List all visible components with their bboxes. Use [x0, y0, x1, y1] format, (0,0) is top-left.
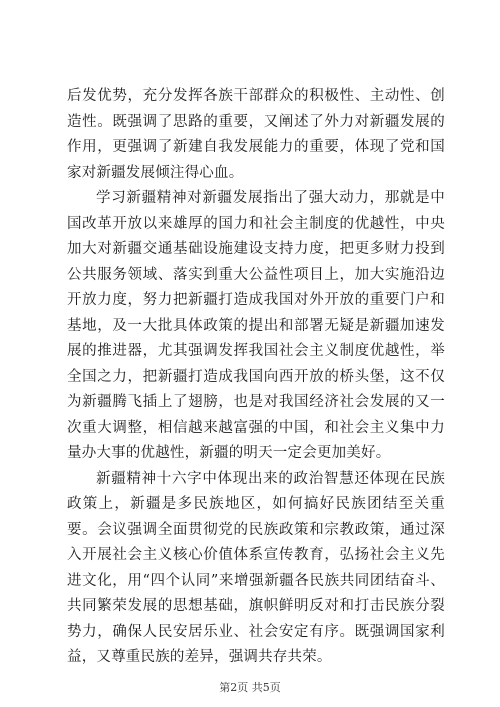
paragraph-2: 学习新疆精神对新疆发展指出了强大动力，那就是中国改革开放以来雄厚的国力和社会主制度的优越性，中央加大对新疆交通基础设施建设支持力度，把更多财力投到公共服务领域、落实到重大公益性项目上，加大实施沿边开放力度，努力把新疆打造成我国对外开放的重要门户和基地，及一大批具体政策的提出和部署无疑是新疆加速发展的推进器，尤其强调发挥我国社会主义制度优越性，举全国之力，把新疆打造成我国向西开放的桥头堡，这不仅为新疆腾飞插上了翅膀，也是对我国经济社会发展的又一次重大调整，相信越来越富强的中国，和社会主义集中力量办大事的优越性，新疆的明天一定会更加美好。: [67, 190, 445, 461]
paragraph-3: 新疆精神十六字中体现出来的政治智慧还体现在民族政策上，新疆是多民族地区，如何搞好民族团结至关重要。会议强调全面贯彻党的民族政策和宗教政策，通过深入开展社会主义核心价值体系宣传教育，弘扬社会主义先进文化，用“四个认同”来增强新疆各民族共同团结奋斗、共同繁荣发展的思想基础，旗帜鲜明反对和打击民族分裂势力，确保人民安居乐业、社会安定有序。既强调国家利益，又尊重民族的差异，强调共存共荣。: [67, 470, 445, 665]
paragraph-1: 后发优势，充分发挥各族干部群众的积极性、主动性、创造性。既强调了思路的重要，又阐述了外力对新疆发展的作用，更强调了新建自我发展能力的重要，体现了党和国家对新疆发展倾注得心血。: [67, 88, 445, 181]
document-body: [67, 84, 445, 671]
page-number-footer: 第2页 共5页: [219, 681, 281, 694]
